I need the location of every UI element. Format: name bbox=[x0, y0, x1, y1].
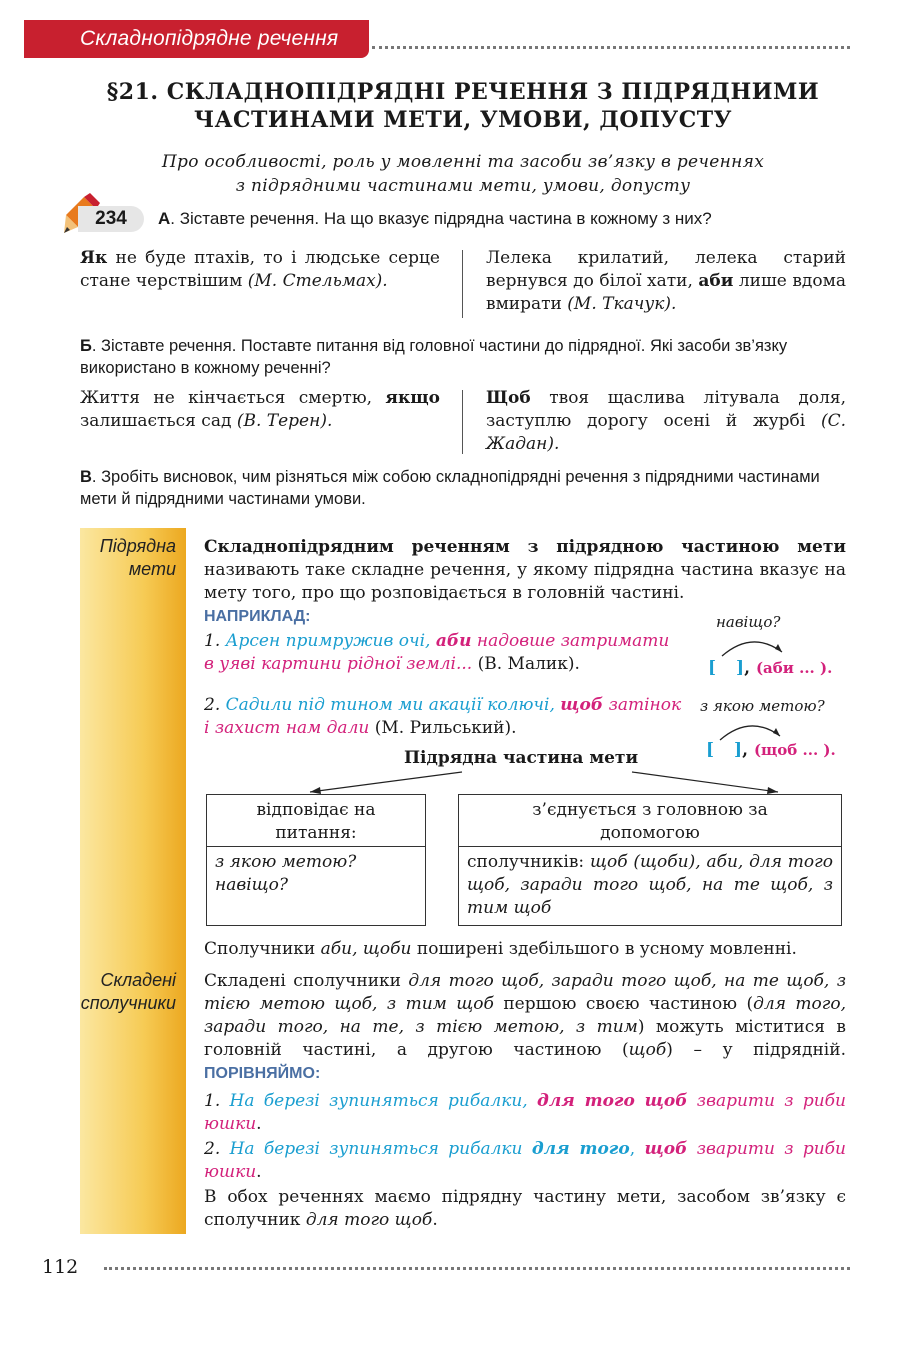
section-title-line2: ЧАСТИНАМИ МЕТИ, УМОВИ, ДОПУСТУ bbox=[194, 107, 732, 133]
comma: , bbox=[629, 1139, 645, 1159]
text: першою своєю частиною ( bbox=[493, 994, 754, 1014]
definition-text: називають таке складне речення, у якому підрядна частина вказує на мету того, про що розповідається в головній частині. bbox=[204, 560, 846, 603]
main-clause: Арсен примружив очі, bbox=[220, 631, 436, 651]
column-divider bbox=[462, 250, 463, 318]
table-left bbox=[206, 794, 426, 926]
conjunction: аби bbox=[435, 631, 472, 651]
task-c-text: . Зробіть висновок, чим різняться між собою складнопідрядні речення з підрядними частинами мети й підрядними частинами умови. bbox=[80, 468, 820, 508]
conjunctions-label: сполучників: bbox=[467, 852, 590, 872]
text: Складені сполучники bbox=[204, 971, 409, 991]
compound-paragraph bbox=[204, 970, 846, 1085]
main-clause: Садили під тином ми акації колючі, bbox=[220, 695, 561, 715]
text: В обох реченнях маємо підрядну частину мети, засобом зв’язку є сполучник bbox=[204, 1187, 846, 1230]
text: . bbox=[432, 1210, 438, 1230]
sentence-text: залишається сад bbox=[80, 411, 237, 431]
section-title bbox=[80, 78, 846, 134]
conjunction: для того щоб bbox=[537, 1091, 688, 1111]
conjunction: для того щоб bbox=[305, 1210, 433, 1230]
theory-sidebar bbox=[80, 528, 186, 1234]
task-b-right-sentence bbox=[486, 387, 846, 456]
source-citation: (С. Жадан). bbox=[486, 411, 846, 454]
period: . bbox=[256, 1162, 262, 1182]
example-label: НАПРИКЛАД: bbox=[204, 608, 311, 625]
source-citation: (В. Терен). bbox=[236, 411, 333, 431]
example-number: 2. bbox=[204, 1139, 221, 1159]
table-left-body: з якою метою? навіщо? bbox=[215, 852, 357, 895]
task-a-letter: А bbox=[158, 209, 171, 228]
compare-label: ПОРІВНЯЙМО: bbox=[204, 1065, 321, 1082]
scheme1-arrow bbox=[712, 630, 792, 660]
task-a-text: . Зіставте речення. На що вказує підрядна частина в кожному з них? bbox=[170, 209, 712, 228]
bracket-open: [ bbox=[708, 658, 717, 678]
chapter-tab-label: Складнопідрядне речення bbox=[80, 27, 339, 50]
table-right-head: з’єднується з головною за допомогою bbox=[459, 795, 841, 847]
column-divider bbox=[462, 390, 463, 454]
period: . bbox=[256, 1114, 262, 1134]
example-number: 1. bbox=[204, 631, 221, 651]
section-subtitle bbox=[80, 150, 846, 198]
bracket-open: [ bbox=[706, 740, 715, 760]
scheme-subordinate: (аби ... ). bbox=[755, 659, 833, 677]
second-part: щоб bbox=[628, 1040, 667, 1060]
conj-yakshcho: якщо bbox=[385, 388, 440, 408]
scheme2: [ ], (щоб ... ). bbox=[706, 740, 836, 760]
conjunction-part2: щоб bbox=[644, 1139, 688, 1159]
sentence-text: Життя не кінчається смертю, bbox=[80, 388, 386, 408]
table-right bbox=[458, 794, 842, 926]
subtitle-line2: з підрядними частинами мети, умови, допусту bbox=[235, 176, 691, 196]
source-citation: (В. Малик). bbox=[472, 654, 580, 674]
table-left-head: відповідає на питання: bbox=[207, 795, 425, 847]
subtitle-line1: Про особливості, роль у мовленні та засоби зв’язку в реченнях bbox=[161, 152, 765, 172]
conjunction: щоб bbox=[560, 695, 604, 715]
definition bbox=[204, 536, 846, 605]
scheme2-question: з якою метою? bbox=[700, 697, 825, 715]
task-c-instruction bbox=[80, 466, 846, 510]
sentence-text: твоя щаслива літувала доля, заступлю дорогу осені й журбі bbox=[486, 388, 846, 431]
main-clause: На березі зупиняться рибалки, bbox=[220, 1091, 537, 1111]
task-b-instruction bbox=[80, 335, 846, 379]
task-b-text: . Зіставте речення. Поставте питання від головної частини до підрядної. Які засоби зв’язку використано в кожному реченні? bbox=[80, 337, 788, 377]
table-title: Підрядна частина мети bbox=[404, 748, 639, 768]
table-right-body bbox=[459, 847, 841, 924]
bracket-close: ] bbox=[736, 658, 745, 678]
note-conjunctions: аби, щоби bbox=[320, 939, 412, 959]
task-a-right-sentence bbox=[486, 247, 846, 316]
task-number: 234 bbox=[78, 206, 144, 232]
subordinate-clause: зварити з риби юшки bbox=[204, 1139, 846, 1182]
conj-aby: аби bbox=[698, 271, 734, 291]
task-b-letter: Б bbox=[80, 337, 92, 355]
page-number: 112 bbox=[42, 1256, 79, 1278]
conjunction-part1: для того bbox=[531, 1139, 630, 1159]
bracket-close: ] bbox=[734, 740, 743, 760]
section-title-line1: §21. СКЛАДНОПІДРЯДНІ РЕЧЕННЯ З ПІДРЯДНИМИ bbox=[106, 79, 820, 105]
example-number: 1. bbox=[204, 1091, 221, 1111]
sidebar-label-purpose: Підрядна мети bbox=[99, 536, 176, 579]
source-citation: (М. Рильський). bbox=[369, 718, 517, 738]
note-text: Сполучники bbox=[204, 939, 321, 959]
main-clause: На березі зупиняться рибалки bbox=[220, 1139, 532, 1159]
subordinate-clause: затінок і захист нам дали bbox=[204, 695, 682, 738]
task-b-left-sentence bbox=[80, 387, 440, 433]
sidebar-label-compound: Складені сполучники bbox=[80, 970, 176, 1013]
conj-shchob: Щоб bbox=[486, 388, 531, 408]
sentence-text: не буде птахів, то і людське серце стане черствішим bbox=[80, 248, 440, 291]
compare-2 bbox=[204, 1138, 846, 1184]
example-1 bbox=[204, 630, 682, 676]
source-citation: (М. Стельмах). bbox=[247, 271, 388, 291]
compare-1 bbox=[204, 1090, 846, 1136]
subordinate-clause: зварити з риби юшки bbox=[204, 1091, 846, 1134]
text: ) можуть міститися в головній частині, а другою частиною ( bbox=[204, 1017, 846, 1060]
conj-yak: Як bbox=[80, 248, 108, 268]
footer-dotted-rule bbox=[104, 1267, 850, 1270]
task-a-left-sentence bbox=[80, 247, 440, 293]
scheme1-question: навіщо? bbox=[716, 613, 781, 631]
compound-list: для того щоб, заради того щоб, на те щоб, з тією метою щоб, з тим щоб bbox=[204, 971, 846, 1014]
note-text: поширені здебільшого в усному мовленні. bbox=[411, 939, 797, 959]
definition-term: Складнопідрядним реченням з підрядною частиною мети bbox=[204, 537, 846, 557]
sentence-text: Лелека крилатий, лелека старий вернувся до білої хати, bbox=[486, 248, 846, 291]
usage-note bbox=[204, 938, 846, 961]
chapter-tab bbox=[24, 20, 369, 58]
task-c-letter: В bbox=[80, 468, 92, 486]
conclusion bbox=[204, 1186, 846, 1232]
text: ) – у підрядній. bbox=[666, 1040, 846, 1060]
sentence-text: лише вдома вмирати bbox=[486, 271, 846, 314]
header-dotted-rule bbox=[372, 46, 850, 49]
scheme1: [ ], (аби ... ). bbox=[708, 658, 833, 678]
conjunction-list: щоб (щоби), аби, для того щоб, заради того щоб, на те щоб, з тим щоб bbox=[467, 852, 833, 918]
task-a-instruction bbox=[158, 209, 712, 229]
subordinate-clause: надовше затримати в уяві картини рідної землі... bbox=[204, 631, 670, 674]
first-parts: для того, заради того, на те, з тією метою, з тим bbox=[204, 994, 847, 1037]
example-number: 2. bbox=[204, 695, 221, 715]
example-2 bbox=[204, 694, 682, 740]
source-citation: (М. Ткачук). bbox=[567, 294, 677, 314]
scheme-subordinate: (щоб ... ). bbox=[753, 741, 836, 759]
